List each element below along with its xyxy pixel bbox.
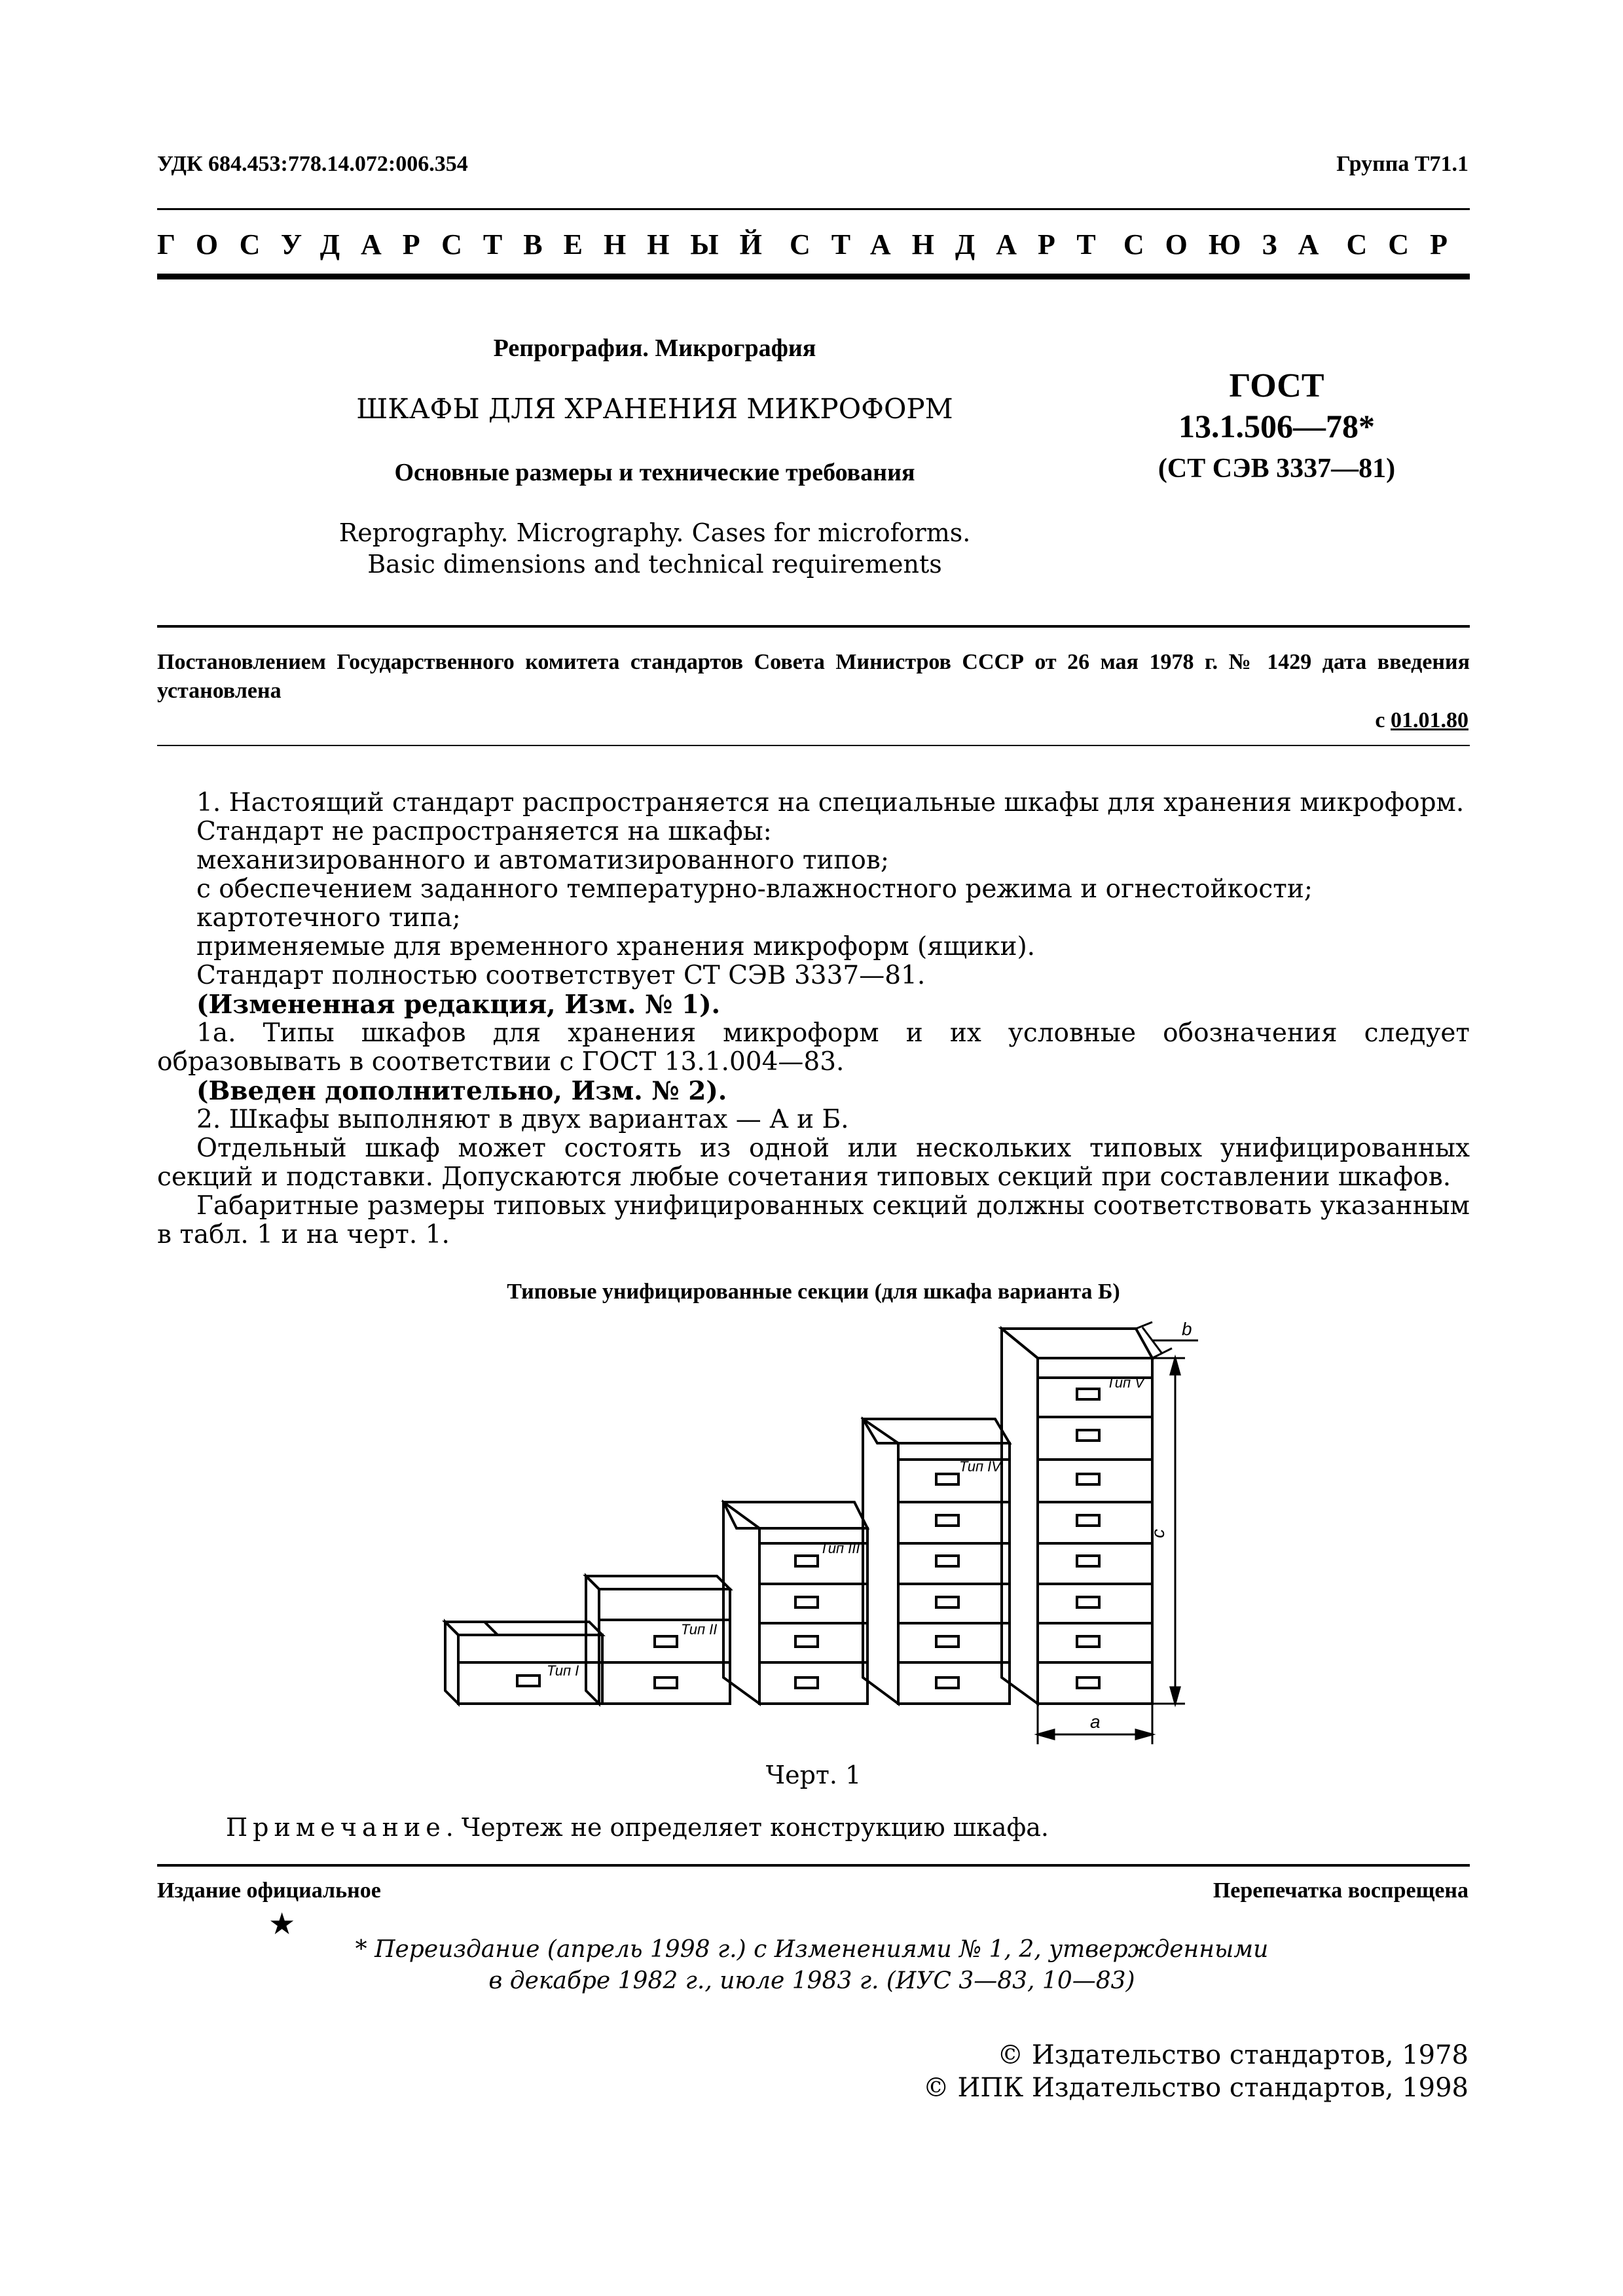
paragraph-4: с обеспечением заданного температурно-влажностного режима и огнестойкости; xyxy=(196,874,1313,904)
paragraph-2: Стандарт не распространяется на шкафы: xyxy=(196,817,772,846)
section-type-2 xyxy=(586,1576,730,1704)
label-type-2: Тип II xyxy=(681,1621,718,1638)
document-title: ШКАФЫ ДЛЯ ХРАНЕНИЯ МИКРОФОРМ xyxy=(356,393,953,425)
section-type-3 xyxy=(723,1502,867,1704)
dimension-a-label: a xyxy=(1090,1712,1101,1732)
gost-number: 13.1.506—78* xyxy=(1178,408,1375,444)
copyright xyxy=(923,2039,1468,2104)
paragraph-7: Стандарт полностью соответствует СТ СЭВ 3337—81. xyxy=(196,961,926,990)
amendment-note-2: (Введен дополнительно, Изм. № 2). xyxy=(196,1076,727,1106)
decree-rule xyxy=(157,745,1470,746)
group-code: Группа Т71.1 xyxy=(1336,152,1468,176)
reissue-line-1: * Переиздание (апрель 1998 г.) с Изменениями № 1, 2, утвержденными xyxy=(355,1936,1269,1963)
paragraph-2-variants: 2. Шкафы выполняют в двух вариантах — А и Б. xyxy=(196,1105,849,1134)
gost-label: ГОСТ xyxy=(1229,367,1324,404)
document-subtitle: Основные размеры и технические требования xyxy=(394,459,915,486)
banner-rule xyxy=(157,274,1470,279)
banner-word-4: ССР xyxy=(1346,228,1468,260)
label-type-3: Тип III xyxy=(820,1540,860,1556)
banner xyxy=(157,228,1468,261)
udc-code: УДК 684.453:778.14.072:006.354 xyxy=(157,152,468,176)
banner-word-3: СОЮЗА xyxy=(1123,228,1340,260)
figure-caption: Черт. 1 xyxy=(765,1761,862,1789)
star-icon: ★ xyxy=(268,1906,296,1941)
paragraph-1a: 1а. Типы шкафов для хранения микроформ и их условные обозначения следует образовывать в соответствии с ГОСТ 13.1.004—83. xyxy=(157,1018,1470,1077)
paragraph-dimensions: Габаритные размеры типовых унифицированных секций должны соответствовать указанным в табл. 1 и на черт. 1. xyxy=(157,1191,1470,1249)
reprint-prohibited: Перепечатка воспрещена xyxy=(1213,1878,1468,1903)
body-text xyxy=(157,789,1470,1249)
paragraph-1: 1. Настоящий стандарт распространяется на специальные шкафы для хранения микроформ. xyxy=(196,788,1465,817)
english-title-line-2: Basic dimensions and technical requirements xyxy=(367,550,942,579)
introduction-date xyxy=(1375,708,1468,733)
sev-reference: (СТ СЭВ 3337—81) xyxy=(1158,454,1396,484)
top-rule xyxy=(157,208,1470,210)
paragraph-3: механизированного и автоматизированного типов; xyxy=(196,846,889,875)
copyright-line-2: © ИПК Издательство стандартов, 1998 xyxy=(922,2073,1468,2103)
decree-text: Постановлением Государственного комитета стандартов Совета Министров СССР от 26 мая 1978 г. № 1429 дата введения установлена xyxy=(157,650,1470,703)
note-label: Примечание xyxy=(226,1813,446,1842)
note-text: . Чертеж не определяет конструкцию шкафа. xyxy=(445,1813,1049,1842)
label-type-4: Тип IV xyxy=(959,1458,1001,1475)
date-prefix: с xyxy=(1375,708,1385,732)
cabinet-sections-drawing xyxy=(432,1316,1205,1754)
amendment-note-1: (Измененная редакция, Изм. № 1). xyxy=(196,990,721,1020)
paragraph-6: применяемые для временного хранения микроформ (ящики). xyxy=(196,932,1036,961)
footer-rule xyxy=(157,1864,1470,1867)
reissue-line-2: в декабре 1982 г., июле 1983 г. (ИУС 3—83, 10—83) xyxy=(488,1967,1135,1994)
banner-word-2: СТАНДАРТ xyxy=(789,228,1117,260)
paragraph-5: картотечного типа; xyxy=(196,903,461,933)
label-type-5: Тип V xyxy=(1106,1374,1144,1391)
official-edition: Издание официальное xyxy=(157,1878,381,1903)
note xyxy=(226,1813,1049,1842)
copyright-line-1: © Издательство стандартов, 1978 xyxy=(997,2040,1468,2070)
paragraph-cabinet-composition: Отдельный шкаф может состоять из одной или нескольких типовых унифицированных секций и подставки. Допускаются любые сочетания типовых секций при составлении шкафов. xyxy=(157,1134,1470,1192)
english-title xyxy=(327,517,982,580)
reissue-note xyxy=(327,1934,1296,1997)
topic: Репрография. Микрография xyxy=(493,334,816,362)
title-rule xyxy=(157,625,1470,628)
label-type-1: Тип I xyxy=(547,1662,579,1679)
dimension-b-label: b xyxy=(1182,1319,1192,1339)
dimension-c-label: c xyxy=(1148,1529,1168,1538)
date-value: 01.01.80 xyxy=(1391,708,1468,732)
figure-title: Типовые унифицированные секции (для шкафа варианта Б) xyxy=(507,1280,1120,1304)
banner-word-1: ГОСУДАРСТВЕННЫЙ xyxy=(157,228,783,260)
english-title-line-1: Reprography. Micrography. Cases for microforms. xyxy=(338,518,971,547)
